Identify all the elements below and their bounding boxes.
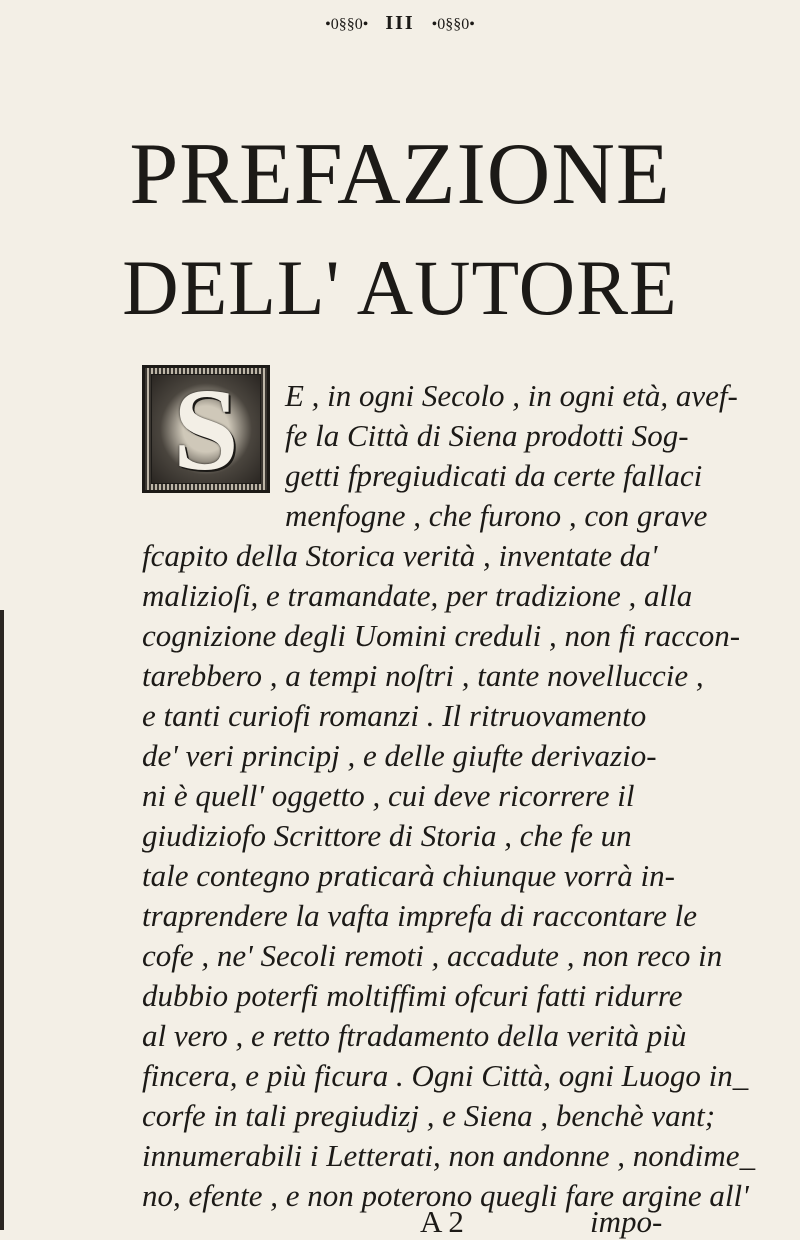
text-line: tarebbero , a tempi noſtri , tante novelluccie , <box>142 658 704 693</box>
text-line: corfe in tali pregiudizj , e Siena , benchè vant; <box>142 1098 716 1133</box>
text-line: cognizione degli Uomini creduli , non fi raccon- <box>142 618 741 653</box>
text-line: e tanti curiofi romanzi . Il ritruovamento <box>142 698 647 733</box>
text-line: fcapito della Storica verità , inventate da' <box>142 538 658 573</box>
decorated-initial <box>142 365 270 493</box>
running-header <box>0 12 800 35</box>
text-line: menfogne , che furono , con grave <box>285 498 708 533</box>
text-line: getti fpregiudicati da certe fallaci <box>285 458 703 493</box>
text-line: innumerabili i Letterati, non andonne , nondime_ <box>142 1138 756 1173</box>
text-line: cofe , ne' Secoli remoti , accadute , non reco in <box>142 938 723 973</box>
text-line: no, efente , e non poterono quegli fare argine all' <box>142 1178 749 1213</box>
text-line: ni è quell' oggetto , cui deve ricorrere il <box>142 778 635 813</box>
text-line: fincera, e più ficura . Ogni Città, ogni Luogo in_ <box>142 1058 749 1093</box>
text-line: tale contegno praticarà chiunque vorrà in- <box>142 858 675 893</box>
text-line: dubbio poterfi moltiffimi ofcuri fatti ridurre <box>142 978 683 1013</box>
text-line: de' veri principj , e delle giufte derivazio- <box>142 738 657 773</box>
ornament-right: •0§§0• <box>431 16 475 33</box>
page-subtitle: DELL' AUTORE <box>122 244 678 331</box>
initial-letter: S <box>173 364 239 495</box>
page-number: III <box>385 12 415 34</box>
signature-mark: A 2 <box>420 1204 464 1239</box>
binding-edge <box>0 610 4 1230</box>
text-line: giudiziofo Scrittore di Storia , che fe un <box>142 818 632 853</box>
text-line: E , in ogni Secolo , in ogni età, avef- <box>285 378 738 413</box>
page-title: PREFAZIONE <box>129 126 671 223</box>
text-line: malizioſi, e tramandate, per tradizione , alla <box>142 578 693 613</box>
text-line: al vero , e retto ftradamento della verità più <box>142 1018 687 1053</box>
text-line: fe la Città di Siena prodotti Sog- <box>285 418 689 453</box>
text-line: traprendere la vafta imprefa di raccontare le <box>142 898 698 933</box>
catchword: impo- <box>590 1204 663 1239</box>
ornament-left: •0§§0• <box>325 16 369 33</box>
